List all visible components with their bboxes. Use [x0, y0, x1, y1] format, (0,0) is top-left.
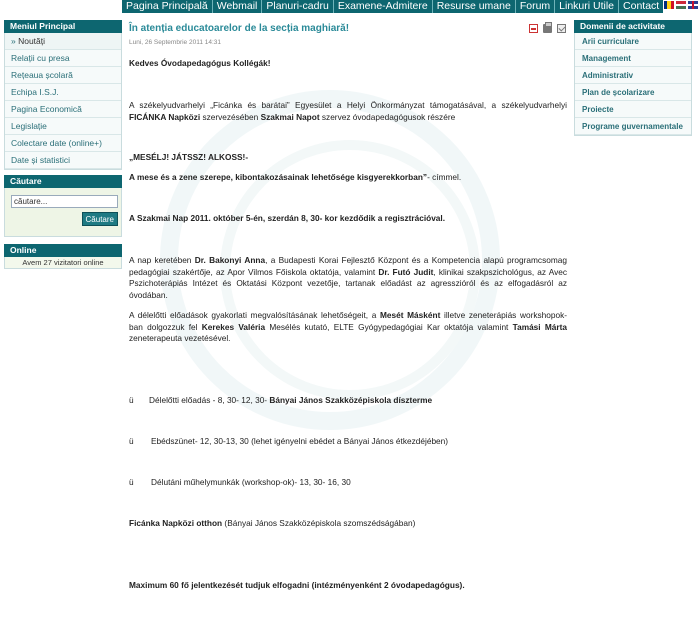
article-date: Luni, 26 Septembrie 2011 14:31: [129, 39, 222, 46]
main-menu-title: Meniul Principal: [4, 20, 122, 33]
online-visitors-text: Avem 27 vizitatori online: [4, 257, 122, 269]
nav-examene-admitere[interactable]: Examene-Admitere: [334, 0, 433, 13]
romanian-flag-icon[interactable]: [664, 1, 674, 9]
print-icon[interactable]: [543, 24, 552, 33]
hungarian-flag-icon[interactable]: [676, 1, 686, 9]
menu-item-colectare-date[interactable]: Colectare date (online+): [5, 135, 121, 152]
search-title: Căutare: [4, 175, 122, 188]
bullet-icon: ü: [129, 477, 134, 487]
domains-title: Domenii de activitate: [574, 20, 692, 33]
menu-item-noutati[interactable]: » Noutăți: [5, 33, 121, 50]
top-bar: [0, 0, 700, 13]
online-title: Online: [4, 244, 122, 257]
nav-webmail[interactable]: Webmail: [213, 0, 263, 13]
nav-planuri-cadru[interactable]: Planuri-cadru: [262, 0, 333, 13]
motto: „MESÉLJ! JÁTSSZ! ALKOSS!-: [129, 152, 249, 162]
search-button[interactable]: Căutare: [82, 212, 118, 226]
schedule-item-morning: Délelőtti előadás - 8, 30- 12, 30- Bányai János Szakközépiskola díszterme: [149, 395, 433, 405]
domain-plan-scolarizare[interactable]: Plan de școlarizare: [575, 84, 691, 101]
menu-item-relatii-presa[interactable]: Relații cu presa: [5, 50, 121, 67]
menu-item-date-statistici[interactable]: Date și statistici: [5, 152, 121, 169]
schedule-item-afternoon: Délutáni műhelymunkák (workshop-ok)- 13, 30- 16, 30: [151, 477, 351, 487]
theme-line: A mese és a zene szerepe, kibontakozásainak lehetősége kisgyerekkorban”- címmel.: [129, 172, 462, 182]
email-icon[interactable]: [557, 24, 566, 33]
language-flags: [664, 1, 698, 9]
domain-programe-guvernamentale[interactable]: Programe guvernamentale: [575, 118, 691, 135]
domain-arii-curriculare[interactable]: Arii curriculare: [575, 33, 691, 50]
bullet-icon: ü: [129, 395, 134, 405]
date-line: A Szakmai Nap 2011. október 5-én, szerdán 8, 30- kor kezdődik a regisztrációval.: [129, 213, 446, 223]
top-navigation: [122, 0, 663, 13]
right-sidebar: [574, 20, 692, 136]
search-body: [4, 188, 122, 237]
english-flag-icon[interactable]: [688, 1, 698, 9]
article-tools: [529, 24, 566, 33]
menu-item-echipa-isj[interactable]: Echipa I.S.J.: [5, 84, 121, 101]
menu-item-reteaua-scolara[interactable]: Rețeaua școlară: [5, 67, 121, 84]
bullet-icon: ü: [129, 436, 134, 446]
nav-home[interactable]: Pagina Principală: [122, 0, 213, 13]
venue-line: Ficánka Napközi otthon (Bányai János Szakközépiskola szomszédságában): [129, 518, 416, 528]
left-sidebar: [4, 20, 122, 269]
search-input[interactable]: [11, 195, 118, 208]
main-menu: [4, 33, 122, 170]
nav-forum[interactable]: Forum: [516, 0, 555, 13]
search-box: [4, 175, 122, 237]
online-box: [4, 244, 122, 269]
nav-resurse-umane[interactable]: Resurse umane: [433, 0, 516, 13]
nav-contact[interactable]: Contact: [623, 0, 660, 12]
intro-paragraph: A székelyudvarhelyi „Ficánka és barátai” Egyesület a Helyi Önkormányzat támogatásával, a székelyudvarhelyi FICÁNKA Napközi szervezésében Szakmai Napot szervez óvodapedagógusok részére: [129, 100, 567, 122]
capacity-line: Maximum 60 fő jelentkezését tudjuk elfogadni (intézményenként 2 óvodapedagógus).: [129, 580, 465, 590]
pdf-icon[interactable]: [529, 24, 538, 33]
nav-linkuri-utile[interactable]: Linkuri Utile: [555, 0, 619, 13]
domain-administrativ[interactable]: Administrativ: [575, 67, 691, 84]
workshops-paragraph: A délelőtti előadások gyakorlati megvalósításának lehetőségeit, a Mesét Másként illetve zeneterápiás workshopok- ban dolgozzuk fel Kerekes Valéria Mesélés kutató, ELTE Gyógypedagógiai Kar oktatója valamint Tamási Márta zeneterapeuta vezetésével.: [129, 310, 568, 343]
menu-item-pagina-economica[interactable]: Pagina Economică: [5, 101, 121, 118]
domains-menu: [574, 33, 692, 136]
schedule-item-lunch: Ebédszünet- 12, 30-13, 30 (lehet igényelni ebédet a Bányai János étkezdéjében): [151, 436, 449, 446]
domain-proiecte[interactable]: Proiecte: [575, 101, 691, 118]
article-title[interactable]: În atenția educatoarelor de la secția maghiară!: [129, 23, 350, 34]
domain-management[interactable]: Management: [575, 50, 691, 67]
menu-item-legislatie[interactable]: Legislație: [5, 118, 121, 135]
greeting: Kedves Óvodapedagógus Kollégák!: [129, 58, 271, 68]
lecturers-paragraph: A nap keretében Dr. Bakonyi Anna, a Budapesti Korai Fejlesztő Központ és a Kompetencia alapú programcsomag pedagógiai szakértője, az Apor Vilmos Főiskola oktatója, valamint Dr. Futó Judit, klinikai szakpszichológus, az Avec Pszichoterápiás Intézet és Oktatási Központ vezetője, tartanak előadást az agresszióról és az elfogadásról az óvodában.: [129, 255, 568, 300]
